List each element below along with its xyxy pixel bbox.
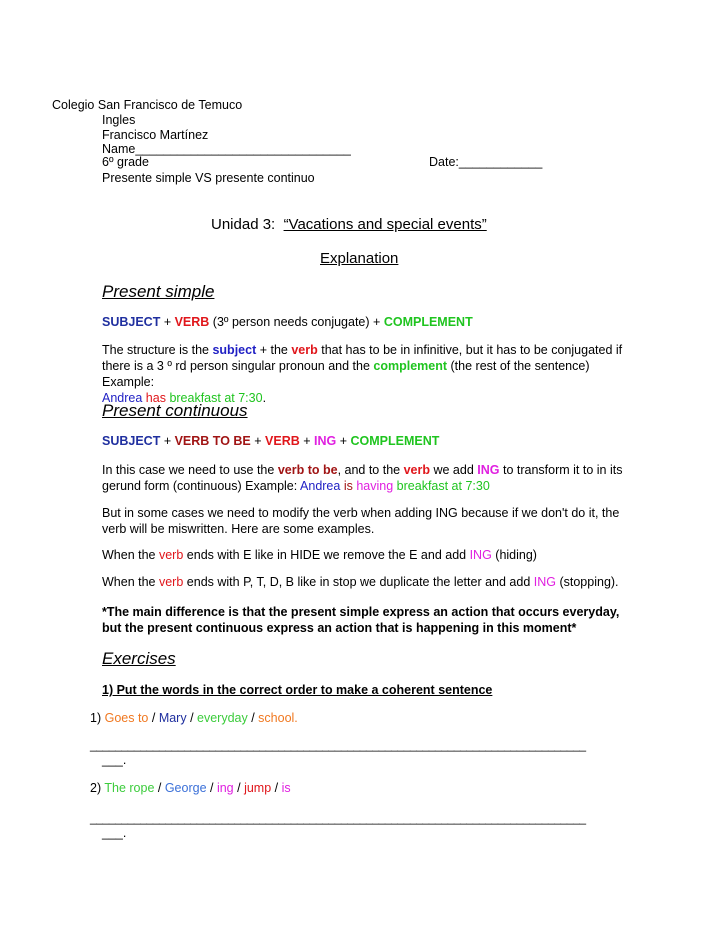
text-segment: (hiding) [491, 548, 537, 562]
example-subject: Andrea [300, 479, 341, 493]
word-verb-to-be: verb to be [277, 463, 338, 477]
item-number: 1) [90, 711, 102, 725]
unit-title [211, 216, 487, 233]
topic-label: Presente simple VS presente continuo [102, 171, 315, 185]
text-segment: When the [102, 575, 159, 589]
word-verb: verb [291, 343, 318, 357]
subject-name: Ingles [102, 113, 136, 127]
text-segment: we add [430, 463, 478, 477]
word-subject: subject [212, 343, 257, 357]
word-chunk: school. [258, 711, 298, 725]
word-verb: verb [158, 575, 184, 589]
present-simple-explanation [102, 342, 642, 406]
text-segment: ends with E like in HIDE we remove the E and add [183, 548, 470, 562]
formula-plus: + [160, 434, 175, 448]
example-subject: Andrea [102, 391, 143, 405]
formula-verb: VERB [174, 315, 210, 329]
word-verb: verb [158, 548, 184, 562]
explanation-heading: Explanation [320, 250, 399, 267]
answer-line-2-end: ___. [102, 826, 127, 840]
formula-subject: SUBJECT [102, 434, 161, 448]
text-segment: + the [256, 343, 292, 357]
example-verb: has [145, 391, 166, 405]
text-segment: The structure is the [102, 343, 213, 357]
example-to-be: is [343, 479, 353, 493]
main-difference-note: *The main difference is that the present simple express an action that occurs everyday, but the present continuous express an action that is happening in this moment* [102, 605, 620, 635]
example-complement: breakfast at 7:30 [396, 479, 490, 493]
text-segment: ends with P, T, D, B like in stop we duplicate the letter and add [183, 575, 534, 589]
present-continuous-explanation [102, 462, 642, 494]
rule-consonant-ending [102, 575, 619, 590]
formula-plus: + [336, 434, 351, 448]
word-verb: verb [403, 463, 430, 477]
separator: / [206, 781, 217, 795]
formula-verb-to-be: VERB TO BE [174, 434, 251, 448]
word-chunk: George [164, 781, 207, 795]
word-chunk: Mary [158, 711, 187, 725]
separator: / [186, 711, 198, 725]
formula-complement: COMPLEMENT [350, 434, 440, 448]
example-end: . [262, 391, 267, 405]
present-continuous-heading: Present continuous [102, 401, 248, 420]
word-chunk: jump [244, 781, 272, 795]
present-simple-heading: Present simple [102, 282, 215, 301]
text-segment: When the [102, 548, 159, 562]
text-segment: that has to be in infinitive, but it has to be conjugated if there is a 3 º rd person singular pronoun and the [102, 343, 623, 373]
text-segment: (the rest of the sentence) Example: [102, 359, 590, 389]
formula-complement: COMPLEMENT [383, 315, 473, 329]
formula-plus: + [299, 434, 314, 448]
separator: / [154, 781, 165, 795]
exercise-instruction: 1) Put the words in the correct order to make a coherent sentence [102, 683, 493, 697]
text-segment: to transform it to in its gerund form (continuous) Example: [102, 463, 623, 493]
text-segment: (stopping). [556, 575, 619, 589]
present-continuous-formula [102, 434, 439, 449]
formula-ing: ING [314, 434, 337, 448]
word-complement: complement [373, 359, 448, 373]
formula-plus: + [160, 315, 175, 329]
word-chunk: The rope [104, 781, 155, 795]
modify-note: But in some cases we need to modify the verb when adding ING because if we don't do it, the verb will be miswritten. Here are some examples. [102, 506, 620, 536]
unit-name: “Vacations and special events” [283, 216, 487, 233]
grade-label: 6º grade [102, 155, 149, 169]
answer-line-1-end: ___. [102, 753, 127, 767]
unit-number: Unidad 3: [211, 216, 276, 233]
item-number: 2) [90, 781, 102, 795]
word-ing: ING [533, 575, 556, 589]
text-segment: In this case we need to use the [102, 463, 278, 477]
answer-line-1[interactable]: _______________________________________________________________________________ [90, 738, 586, 752]
word-ing: ING [477, 463, 500, 477]
separator: / [148, 711, 159, 725]
separator: / [247, 711, 259, 725]
exercise-item-2 [90, 781, 291, 796]
rule-e-ending [102, 548, 537, 563]
formula-subject: SUBJECT [102, 315, 161, 329]
word-chunk: Goes to [104, 711, 149, 725]
separator: / [271, 781, 282, 795]
word-chunk: ing [216, 781, 234, 795]
separator: / [233, 781, 245, 795]
example-verb-ing: having [356, 479, 394, 493]
word-ing: ING [469, 548, 492, 562]
example-complement: breakfast at 7:30 [169, 391, 263, 405]
student-name-field: Name_______________________________ [102, 142, 351, 156]
formula-verb: VERB [265, 434, 300, 448]
answer-line-2[interactable]: _______________________________________________________________________________ [90, 811, 586, 825]
text-segment: , and to the [337, 463, 404, 477]
exercises-heading: Exercises [102, 649, 176, 668]
exercise-item-1 [90, 711, 298, 726]
present-simple-formula [102, 315, 473, 330]
word-chunk: everyday [197, 711, 248, 725]
word-chunk: is [281, 781, 291, 795]
teacher-name: Francisco Martínez [102, 128, 209, 142]
formula-note: (3º person needs conjugate) + [209, 315, 384, 329]
date-field: Date:____________ [429, 155, 543, 169]
formula-plus: + [250, 434, 266, 448]
school-name: Colegio San Francisco de Temuco [52, 98, 243, 112]
